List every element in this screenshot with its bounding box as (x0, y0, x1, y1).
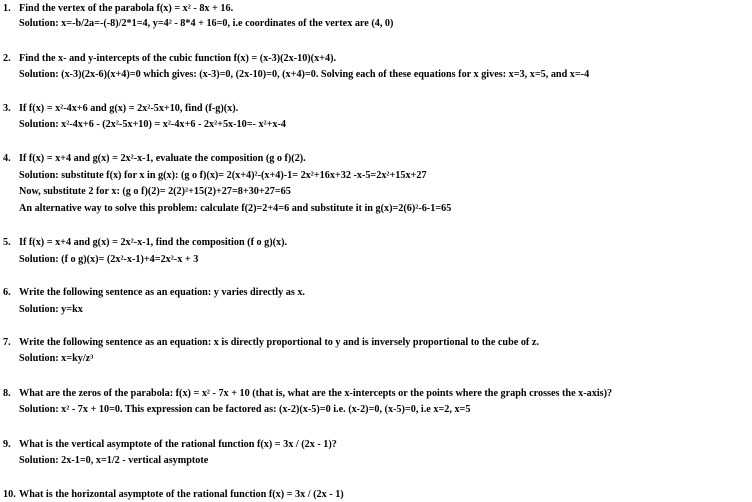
item-number: 2. (3, 53, 11, 64)
question-text: What are the zeros of the parabola: f(x) = x² - 7x + 10 (that is, what are the x-intercepts or the points where the graph crosses the x-axis)? (19, 388, 613, 399)
solution-text: Solution: substitute f(x) for x in g(x): (g o f)(x)= 2(x+4)²-(x+4)-1= 2x²+16x+32 -x-5=2x²+15x+27 (19, 170, 427, 181)
question-text: What is the vertical asymptote of the rational function f(x) = 3x / (2x - 1)? (19, 439, 337, 450)
solution-text: Solution: x²-4x+6 - (2x²-5x+10) = x²-4x+6 - 2x²+5x-10=- x²+x-4 (19, 119, 286, 130)
item-number: 8. (3, 388, 11, 399)
item-number: 4. (3, 153, 11, 164)
solution-text: Solution: x² - 7x + 10=0. This expression can be factored as: (x-2)(x-5)=0 i.e. (x-2)=0, (x-5)=0, i.e x=2, x=5 (19, 404, 471, 415)
item-number: 7. (3, 337, 11, 348)
item-number: 9. (3, 439, 11, 450)
solution-text: An alternative way to solve this problem: calculate f(2)=2+4=6 and substitute it in g(x)=2(6)²-6-1=65 (19, 203, 452, 214)
item-number: 6. (3, 287, 11, 298)
question-text: Find the x- and y-intercepts of the cubic function f(x) = (x-3)(2x-10)(x+4). (19, 53, 337, 64)
solution-text: Solution: 2x-1=0, x=1/2 - vertical asymptote (19, 455, 209, 466)
question-text: Find the vertex of the parabola f(x) = x² - 8x + 16. (19, 3, 234, 14)
item-number: 5. (3, 237, 11, 248)
item-number: 3. (3, 103, 11, 114)
question-text: What is the horizontal asymptote of the rational function f(x) = 3x / (2x - 1) (19, 489, 344, 500)
question-text: Write the following sentence as an equation: y varies directly as x. (19, 287, 305, 298)
solution-text: Solution: y=kx (19, 304, 83, 315)
question-text: If f(x) = x+4 and g(x) = 2x²-x-1, evaluate the composition (g o f)(2). (19, 153, 306, 164)
solution-text: Solution: (x-3)(2x-6)(x+4)=0 which gives: (x-3)=0, (2x-10)=0, (x+4)=0. Solving each of these equations for x gives: x=3, x=5, and x=-4 (19, 69, 590, 80)
item-number: 1. (3, 3, 11, 14)
item-number: 10. (3, 489, 16, 500)
solution-text: Solution: (f o g)(x)= (2x²-x-1)+4=2x²-x + 3 (19, 254, 199, 265)
solution-text: Now, substitute 2 for x: (g o f)(2)= 2(2)²+15(2)+27=8+30+27=65 (19, 186, 291, 197)
question-text: If f(x) = x+4 and g(x) = 2x²-x-1, find the composition (f o g)(x). (19, 237, 288, 248)
solution-text: Solution: x=ky/z³ (19, 353, 94, 364)
question-text: Write the following sentence as an equation: x is directly proportional to y and is inversely proportional to the cube of z. (19, 337, 539, 348)
question-text: If f(x) = x²-4x+6 and g(x) = 2x²-5x+10, find (f-g)(x). (19, 103, 239, 114)
solution-text: Solution: x=-b/2a=-(-8)/2*1=4, y=4² - 8*4 + 16=0, i.e coordinates of the vertex are (4, 0) (19, 18, 394, 29)
